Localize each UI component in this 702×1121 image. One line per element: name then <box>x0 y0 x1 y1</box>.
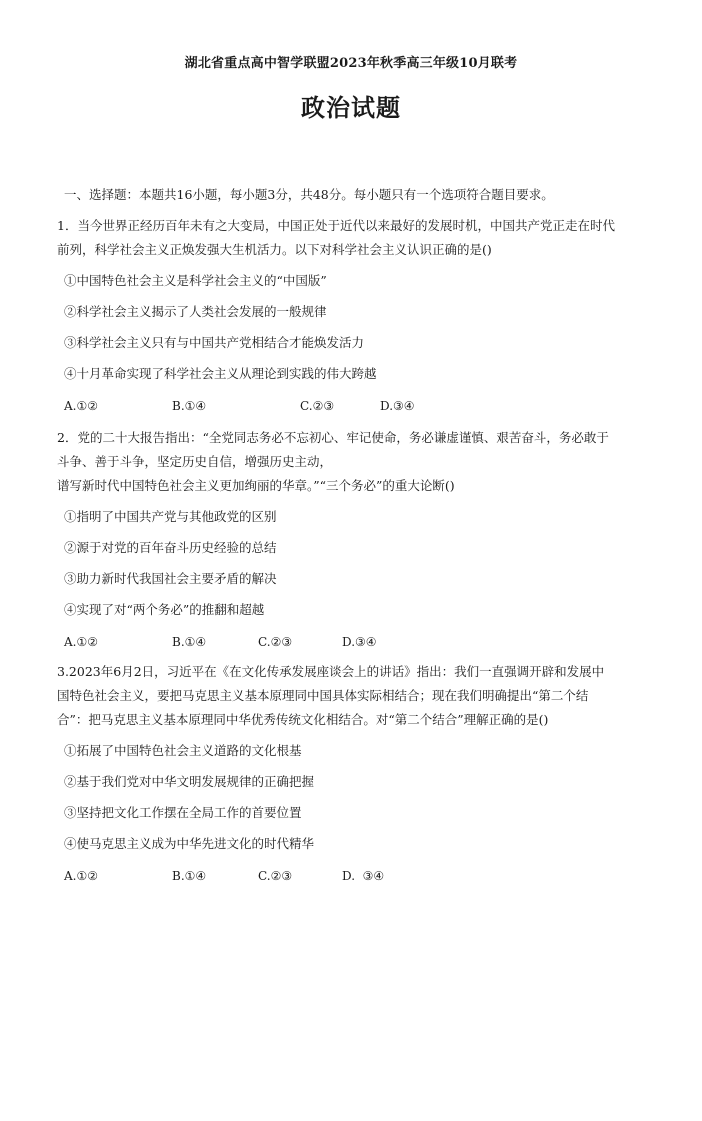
answer-choice-d: D. ③④ <box>342 869 385 883</box>
page-title: 政治试题 <box>301 93 401 122</box>
question-stem-line: 国特色社会主义，要把马克思主义基本原理同中国具体实际相结合；现在我们明确提出“第二个结 <box>57 688 589 703</box>
option-item: ①拓展了中国特色社会主义道路的文化根基 <box>64 743 302 758</box>
answer-choice-d: D.③④ <box>380 399 415 413</box>
option-item: ②源于对党的百年奋斗历史经验的总结 <box>64 540 277 555</box>
option-item: ②基于我们党对中华文明发展规律的正确把握 <box>64 774 315 789</box>
option-item: ④十月革命实现了科学社会主义从理论到实践的伟大跨越 <box>64 366 377 381</box>
option-item: ③助力新时代我国社会主要矛盾的解决 <box>64 571 277 586</box>
question-stem-line: 1．当今世界正经历百年未有之大变局，中国正处于近代以来最好的发展时机，中国共产党正走在时代 <box>57 218 615 233</box>
option-item: ①中国特色社会主义是科学社会主义的“中国版” <box>64 273 327 288</box>
answer-choice-b: B.①④ <box>172 399 207 413</box>
answer-choice-c: C.②③ <box>258 635 293 649</box>
question-stem-line: 谱写新时代中国特色社会主义更加绚丽的华章。”“三个务必”的重大论断() <box>57 478 455 493</box>
option-item: ④实现了对“两个务必”的推翻和超越 <box>64 602 265 617</box>
question-stem-line: 合”：把马克思主义基本原理同中华优秀传统文化相结合。对“第二个结合”理解正确的是() <box>57 712 549 727</box>
answer-choice-a: A.①② <box>64 635 98 649</box>
question-stem-line: 斗争、善于斗争，坚定历史自信，增强历史主动， <box>57 454 333 469</box>
question-stem-line: 2．党的二十大报告指出：“全党同志务必不忘初心、牢记使命，务必谦虚谨慎、艰苦奋斗，务必敢于 <box>57 430 609 445</box>
answer-choice-b: B.①④ <box>172 869 207 883</box>
answer-choice-c: C.②③ <box>300 399 335 413</box>
option-item: ①指明了中国共产党与其他政党的区别 <box>64 509 277 524</box>
answer-choice-b: B.①④ <box>172 635 207 649</box>
option-item: ④使马克思主义成为中华先进文化的时代精华 <box>64 836 315 851</box>
question-stem-line: 3.2023年6月2日，习近平在《在文化传承发展座谈会上的讲话》指出：我们一直强调开辟和发展中 <box>57 664 605 679</box>
exam-header: 湖北省重点高中智学联盟2023年秋季高三年级10月联考 <box>184 56 518 71</box>
answer-choice-d: D.③④ <box>342 635 377 649</box>
section-instructions: 一、选择题：本题共16小题，每小题3分，共48分。每小题只有一个选项符合题目要求。 <box>64 187 554 202</box>
option-item: ③科学社会主义只有与中国共产党相结合才能焕发活力 <box>64 335 365 350</box>
question-stem-line: 前列，科学社会主义正焕发强大生机活力。以下对科学社会主义认识正确的是() <box>57 242 492 257</box>
answer-choice-a: A.①② <box>64 399 98 413</box>
answer-choice-c: C.②③ <box>258 869 293 883</box>
answer-choice-a: A.①② <box>64 869 98 883</box>
option-item: ③坚持把文化工作摆在全局工作的首要位置 <box>64 805 302 820</box>
option-item: ②科学社会主义揭示了人类社会发展的一般规律 <box>64 304 327 319</box>
